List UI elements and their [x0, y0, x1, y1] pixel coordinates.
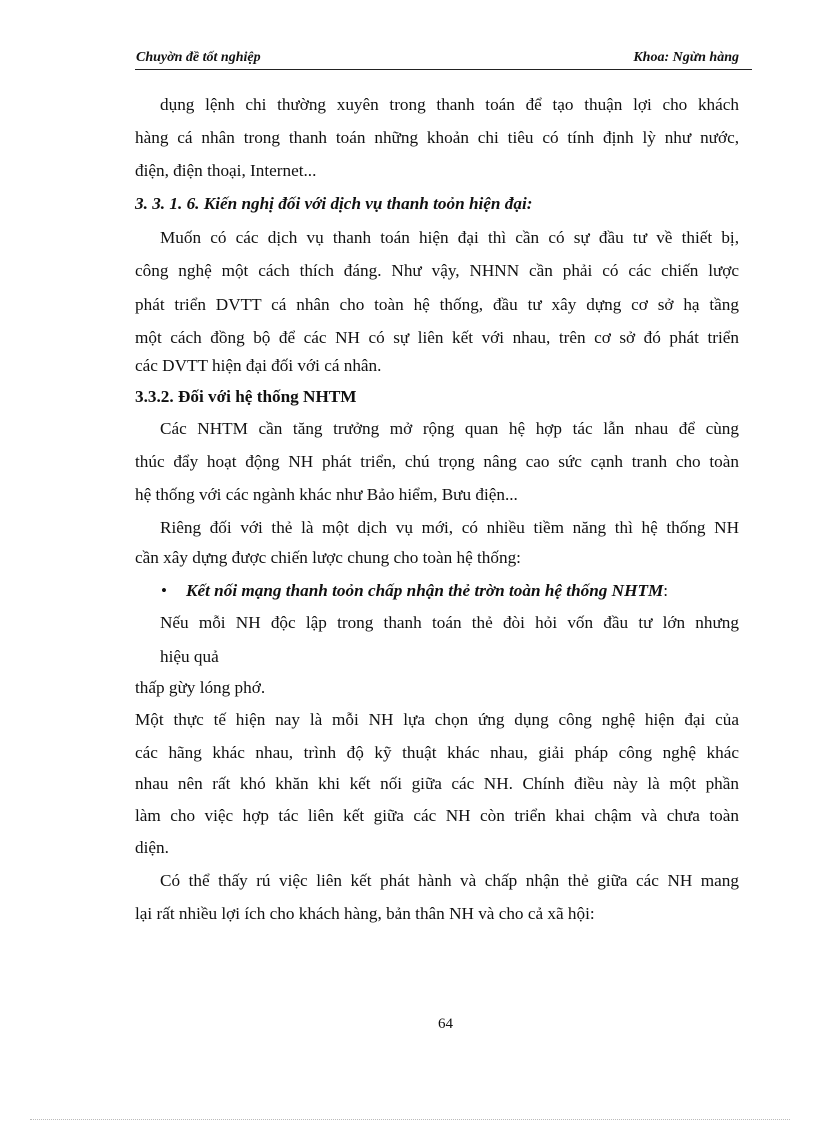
body-line: cần xây dựng được chiến lược chung cho toàn hệ thống: — [135, 548, 521, 567]
body-line: hàng cá nhân trong thanh toán những khoản chi tiêu có tính định lỳ như nước, — [135, 128, 739, 147]
bullet-item — [186, 580, 668, 602]
body-line: Một thực tế hiện nay là mỗi NH lựa chọn ứng dụng công nghệ hiện đại của — [135, 710, 739, 729]
body-line: hệ thống với các ngành khác như Bảo hiểm, Bưu điện... — [135, 485, 518, 504]
body-line: dụng lệnh chi thường xuyên trong thanh toán để tạo thuận lợi cho khách — [160, 95, 739, 114]
header-right: Khoa: Ngừn hàng — [633, 50, 739, 65]
section-heading: 3.3.2. Đối với hệ thống NHTM — [135, 387, 357, 406]
page-bottom-divider — [30, 1119, 790, 1120]
page-header — [135, 50, 752, 70]
section-heading: 3. 3. 1. 6. Kiến nghị đối với dịch vụ thanh toỏn hiện đại: — [135, 194, 533, 213]
body-line: các hãng khác nhau, trình độ kỹ thuật khác nhau, giải pháp công nghệ khác — [135, 743, 739, 762]
body-line: một cách đồng bộ để các NH có sự liên kết với nhau, trên cơ sở đó phát triển — [135, 328, 739, 347]
body-line: Nếu mỗi NH độc lập trong thanh toán thẻ đòi hỏi vốn đầu tư lớn nhưng — [160, 613, 739, 632]
body-line: nhau nên rất khó khăn khi kết nối giữa các NH. Chính điều này là một phần — [135, 774, 739, 793]
page-number: 64 — [438, 1016, 453, 1032]
body-line: hiệu quả — [160, 647, 219, 666]
body-line: Muốn có các dịch vụ thanh toán hiện đại thì cần có sự đầu tư về thiết bị, — [160, 228, 739, 247]
body-line: Các NHTM cần tăng trưởng mở rộng quan hệ hợp tác lẫn nhau để cùng — [160, 419, 739, 438]
body-line: thúc đẩy hoạt động NH phát triển, chú trọng nâng cao sức cạnh tranh cho toàn — [135, 452, 739, 471]
bullet-icon: • — [161, 581, 167, 600]
body-line: Riêng đối với thẻ là một dịch vụ mới, có nhiều tiềm năng thì hệ thống NH — [160, 518, 739, 537]
body-line: công nghệ một cách thích đáng. Như vậy, NHNN cần phải có các chiến lược — [135, 261, 739, 280]
body-line: điện, điện thoại, Internet... — [135, 161, 317, 180]
body-line: lại rất nhiều lợi ích cho khách hàng, bản thân NH và cho cả xã hội: — [135, 904, 595, 923]
bullet-colon: : — [663, 581, 669, 600]
bullet-heading: Kết nối mạng thanh toỏn chấp nhận thẻ trờn toàn hệ thống NHTM — [186, 581, 664, 600]
body-line: thấp gừy lóng phớ. — [135, 678, 266, 697]
body-line: các DVTT hiện đại đối với cá nhân. — [135, 356, 382, 375]
body-line: phát triển DVTT cá nhân cho toàn hệ thống, đầu tư xây dựng cơ sở hạ tầng — [135, 295, 739, 314]
body-line: Có thể thấy rú việc liên kết phát hành và chấp nhận thẻ giữa các NH mang — [160, 871, 739, 890]
header-left: Chuyờn đề tốt nghiệp — [136, 50, 261, 65]
body-line: diện. — [135, 838, 169, 857]
body-line: làm cho việc hợp tác liên kết giữa các NH còn triển khai chậm và chưa toàn — [135, 806, 739, 825]
